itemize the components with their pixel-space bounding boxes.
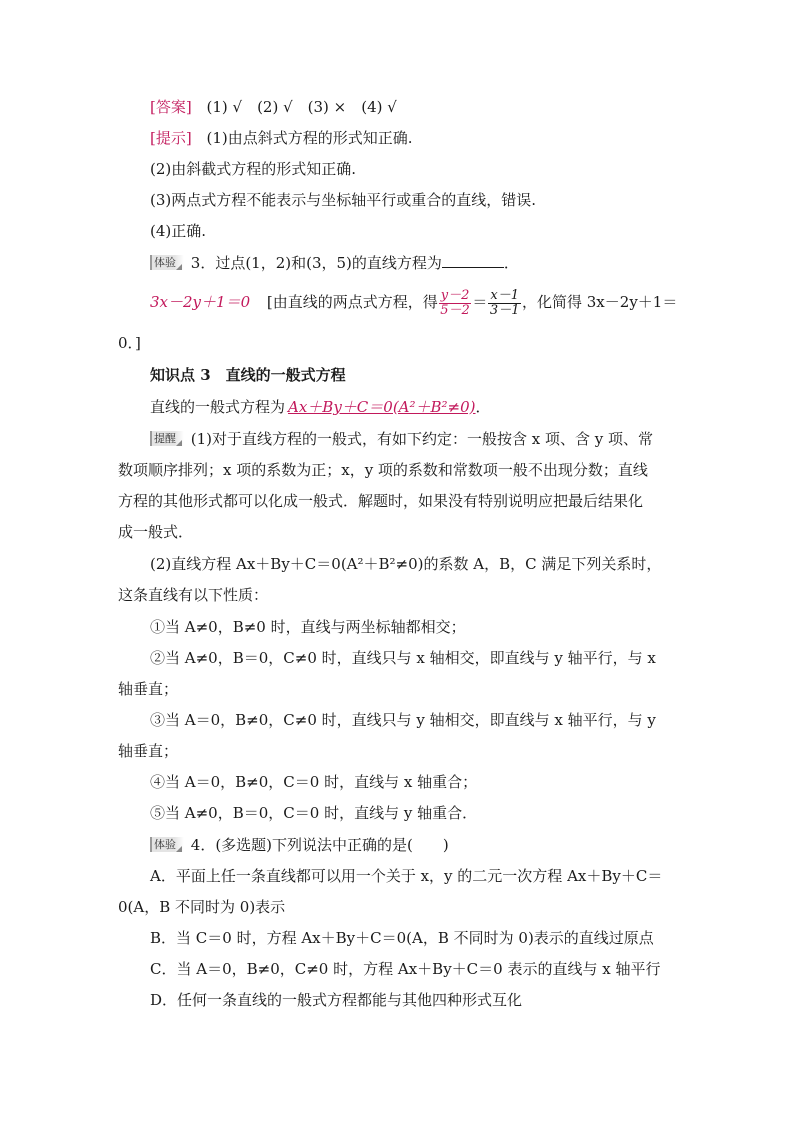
case-2-cont: 轴垂直；	[118, 680, 179, 698]
knowledge-point-3-title: 知识点 3 直线的一般式方程	[150, 366, 346, 384]
case-3-cont: 轴垂直；	[118, 742, 179, 760]
fraction-1-numerator: y－2	[440, 287, 470, 303]
general-form-definition	[150, 396, 491, 418]
answer-line	[150, 96, 397, 118]
remind-line-1	[150, 428, 653, 450]
case-5: ⑤当 A≠0，B＝0，C＝0 时，直线与 y 轴重合．	[150, 804, 478, 822]
fraction-2	[488, 289, 521, 318]
hint-line-3: (3)两点式方程不能表示与坐标轴平行或重合的直线，错误.	[150, 191, 537, 209]
hint-label: [提示]	[150, 129, 192, 147]
definition-formula: Ax＋By＋C＝0(A²＋B²≠0)	[288, 398, 476, 416]
remind-line-4: 成一般式．	[118, 523, 194, 541]
answer-text: (1) √ (2) √ (3) × (4) √	[206, 98, 397, 116]
fraction-2-denominator: 3－1	[489, 302, 520, 318]
definition-suffix: ．	[475, 398, 491, 416]
solution-text-a: [由直线的两点式方程，得	[266, 293, 438, 311]
case-4: ④当 A＝0，B≠0，C＝0 时，直线与 x 轴重合；	[150, 773, 478, 791]
solution-text-c: 0．]	[118, 334, 141, 352]
question-end: ．	[503, 254, 519, 272]
experience-3-answer: 3x－2y＋1＝0	[150, 293, 251, 311]
option-d: D．任何一条直线的一般式方程都能与其他四种形式互化	[150, 991, 523, 1009]
solution-text-b: ，化简得 3x－2y＋1＝	[522, 293, 678, 311]
fraction-2-numerator: x－1	[490, 287, 519, 303]
hint-line-4: (4)正确.	[150, 222, 207, 240]
remind-line-6: 这条直线有以下性质：	[118, 586, 269, 604]
option-b: B．当 C＝0 时，方程 Ax＋By＋C＝0(A，B 不同时为 0)表示的直线过原点	[150, 929, 654, 947]
experience-3-solution	[150, 285, 677, 319]
option-c: C．当 A＝0，B≠0，C≠0 时，方程 Ax＋By＋C＝0 表示的直线与 x 轴平行	[150, 960, 661, 978]
answer-blank	[442, 253, 504, 268]
remind-line-5: (2)直线方程 Ax＋By＋C＝0(A²＋B²≠0)的系数 A，B，C 满足下列关系时，	[150, 555, 662, 573]
experience-3-text: 3．过点(1，2)和(3，5)的直线方程为	[190, 254, 442, 272]
fraction-1-denominator: 5－2	[440, 302, 470, 318]
option-a: A．平面上任一条直线都可以用一个关于 x，y 的二元一次方程 Ax＋By＋C＝	[150, 867, 663, 885]
hint-text-1: (1)由点斜式方程的形式知正确.	[206, 129, 413, 147]
hint-line-2: (2)由斜截式方程的形式知正确.	[150, 160, 357, 178]
definition-prefix: 直线的一般式方程为	[150, 398, 286, 416]
remind-line-2: 数项顺序排列；x 项的系数为正；x，y 项的系数和常数项一般不出现分数；直线	[118, 461, 648, 479]
equals-sign: ＝	[472, 293, 488, 311]
fraction-1	[439, 289, 472, 318]
remind-tag-icon: 提醒	[150, 431, 184, 446]
answer-label: [答案]	[150, 98, 192, 116]
remind-line-3: 方程的其他形式都可以化成一般式．解题时，如果没有特别说明应把最后结果化	[118, 492, 644, 510]
experience-tag-icon: 体验	[150, 837, 184, 852]
experience-4-question	[150, 834, 449, 856]
case-2: ②当 A≠0，B＝0，C≠0 时，直线只与 x 轴相交，即直线与 y 轴平行，与 x	[150, 649, 656, 667]
case-1: ①当 A≠0，B≠0 时，直线与两坐标轴都相交；	[150, 618, 466, 636]
experience-tag-icon: 体验	[150, 255, 184, 270]
experience-3-question	[150, 252, 519, 274]
hint-line-1	[150, 127, 413, 149]
option-a-cont: 0(A，B 不同时为 0)表示	[118, 898, 286, 916]
remind-text-1: (1)对于直线方程的一般式，有如下约定：一般按含 x 项、含 y 项、常	[190, 430, 654, 448]
experience-4-text: 4．(多选题)下列说法中正确的是( )	[190, 836, 449, 854]
case-3: ③当 A＝0，B≠0，C≠0 时，直线只与 y 轴相交，即直线与 x 轴平行，与 y	[150, 711, 656, 729]
